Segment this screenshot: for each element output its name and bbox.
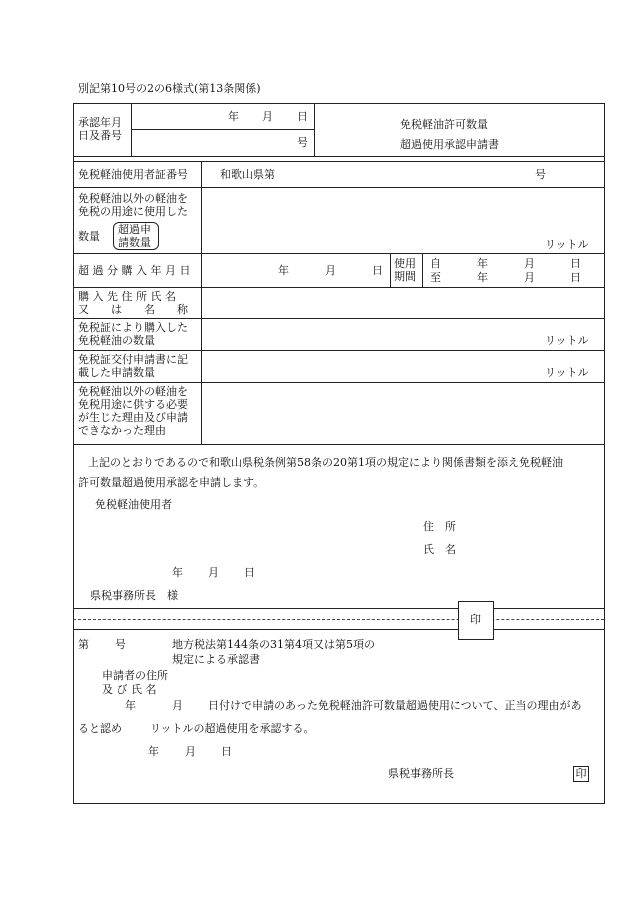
- qty-label: 数量: [78, 230, 100, 243]
- cert-purchase-unit: リットル: [545, 334, 589, 347]
- cert-number-label: 免税軽油使用者証番号: [78, 168, 188, 181]
- frame-left-border: [73, 103, 74, 803]
- frame-right-border: [604, 103, 605, 803]
- address-label: 住 所: [423, 520, 456, 533]
- seller-label-line2: 又 は 名 称: [78, 303, 188, 316]
- declaration-line1: 上記のとおりであるので和歌山県税条例第58条の20第1項の規定により関係書類を添え免税軽油: [88, 456, 563, 469]
- table-row-border: [73, 350, 604, 351]
- approval-date-month: 月: [185, 745, 196, 758]
- header-double-border: [73, 161, 604, 162]
- frame-top-border: [73, 103, 604, 104]
- purchase-month: 月: [325, 264, 336, 277]
- declaration-year: 年: [172, 566, 183, 579]
- header-divider: [131, 129, 314, 130]
- usage-qty-label: 免税軽油以外の軽油を 免税の用途に使用した: [78, 192, 188, 218]
- declaration-day: 日: [244, 566, 255, 579]
- declaration-line2: 許可数量超過使用承認を申請します。: [78, 476, 265, 489]
- table-row-border: [73, 253, 604, 254]
- approval-body-month: 月: [172, 699, 183, 712]
- doc-title-line2: 超過使用承認申請書: [400, 138, 499, 151]
- approval-date-label: 承認年月 日及番号: [78, 116, 122, 142]
- approval-body-line2b: リットルの超過使用を承認する。: [150, 722, 315, 735]
- approval-number-suffix: 号: [115, 638, 126, 651]
- issuer-seal: 印: [573, 766, 589, 782]
- cert-purchase-label: 免税証により購入した 免税軽油の数量: [78, 321, 188, 347]
- table-row-border: [73, 187, 604, 188]
- doc-title-line1: 免税軽油許可数量: [400, 118, 488, 131]
- table-label-divider: [201, 161, 202, 444]
- period-divider: [390, 253, 391, 287]
- table-row-border: [73, 382, 604, 383]
- table-bottom-border: [73, 444, 604, 445]
- approval-date-year: 年: [148, 745, 159, 758]
- cert-number-prefix: 和歌山県第: [220, 168, 275, 181]
- period-divider: [422, 253, 423, 287]
- applicant-label-line1: 申請者の住所: [102, 669, 168, 682]
- approval-body-line2: ると認め: [78, 722, 122, 735]
- seller-label-line1: 購 入 先 住 所 氏 名: [78, 290, 176, 303]
- table-row-border: [73, 318, 604, 319]
- approval-date-day: 日: [221, 745, 232, 758]
- approval-title-line2: 規定による承認書: [172, 653, 260, 666]
- header-number-suffix: 号: [297, 136, 308, 149]
- header-month: 月: [262, 110, 273, 123]
- usage-qty-unit: リットル: [545, 238, 589, 251]
- name-label: 氏 名: [423, 543, 456, 556]
- form-title: 別記第10号の2の6様式(第13条関係): [78, 82, 261, 95]
- applicant-label-line2: 及 び 氏 名: [102, 683, 157, 696]
- bracket-line2: 請数量: [118, 236, 151, 249]
- bracket-line1: 超過申: [118, 223, 151, 236]
- application-qty-label: 免税証交付申請書に記 載した申請数量: [78, 353, 188, 379]
- seal-mark: 印: [470, 613, 481, 626]
- frame-bottom-border: [73, 803, 605, 804]
- header-divider: [314, 103, 315, 156]
- user-label: 免税軽油使用者: [95, 498, 172, 511]
- approval-number-prefix: 第: [78, 638, 89, 651]
- table-row-border: [73, 287, 604, 288]
- section-divider: [73, 608, 604, 609]
- reason-label: 免税軽油以外の軽油を 免税用途に供する必要 が生じた理由及び申請 できなかった理由: [78, 385, 188, 437]
- addressee: 県税事務所長 様: [90, 589, 178, 602]
- approval-body-line1: 日付けで申請のあった免税軽油許可数量超過使用について、正当の理由があ: [208, 699, 582, 712]
- usage-period-label: 使用 期間: [394, 257, 416, 283]
- approval-body-year: 年: [125, 699, 136, 712]
- approval-title-line1: 地方税法第144条の31第4項又は第5項の: [172, 638, 375, 651]
- header-day: 日: [297, 110, 308, 123]
- period-to-day: 日: [570, 271, 581, 284]
- declaration-month: 月: [208, 566, 219, 579]
- issuer-label: 県税事務所長: [388, 767, 454, 780]
- cut-line: [73, 619, 604, 620]
- header-bottom-border: [73, 156, 604, 157]
- period-from-label: 自: [430, 257, 441, 270]
- cert-number-suffix: 号: [535, 168, 546, 181]
- header-year: 年: [228, 110, 239, 123]
- purchase-year: 年: [278, 264, 289, 277]
- period-to-month: 月: [524, 271, 535, 284]
- period-from-month: 月: [524, 257, 535, 270]
- application-qty-unit: リットル: [545, 366, 589, 379]
- period-to-year: 年: [477, 271, 488, 284]
- period-from-day: 日: [570, 257, 581, 270]
- period-from-year: 年: [477, 257, 488, 270]
- purchase-date-label: 超 過 分 購 入 年 月 日: [78, 264, 191, 277]
- period-to-label: 至: [430, 271, 441, 284]
- section-divider: [73, 629, 604, 630]
- purchase-day: 日: [372, 264, 383, 277]
